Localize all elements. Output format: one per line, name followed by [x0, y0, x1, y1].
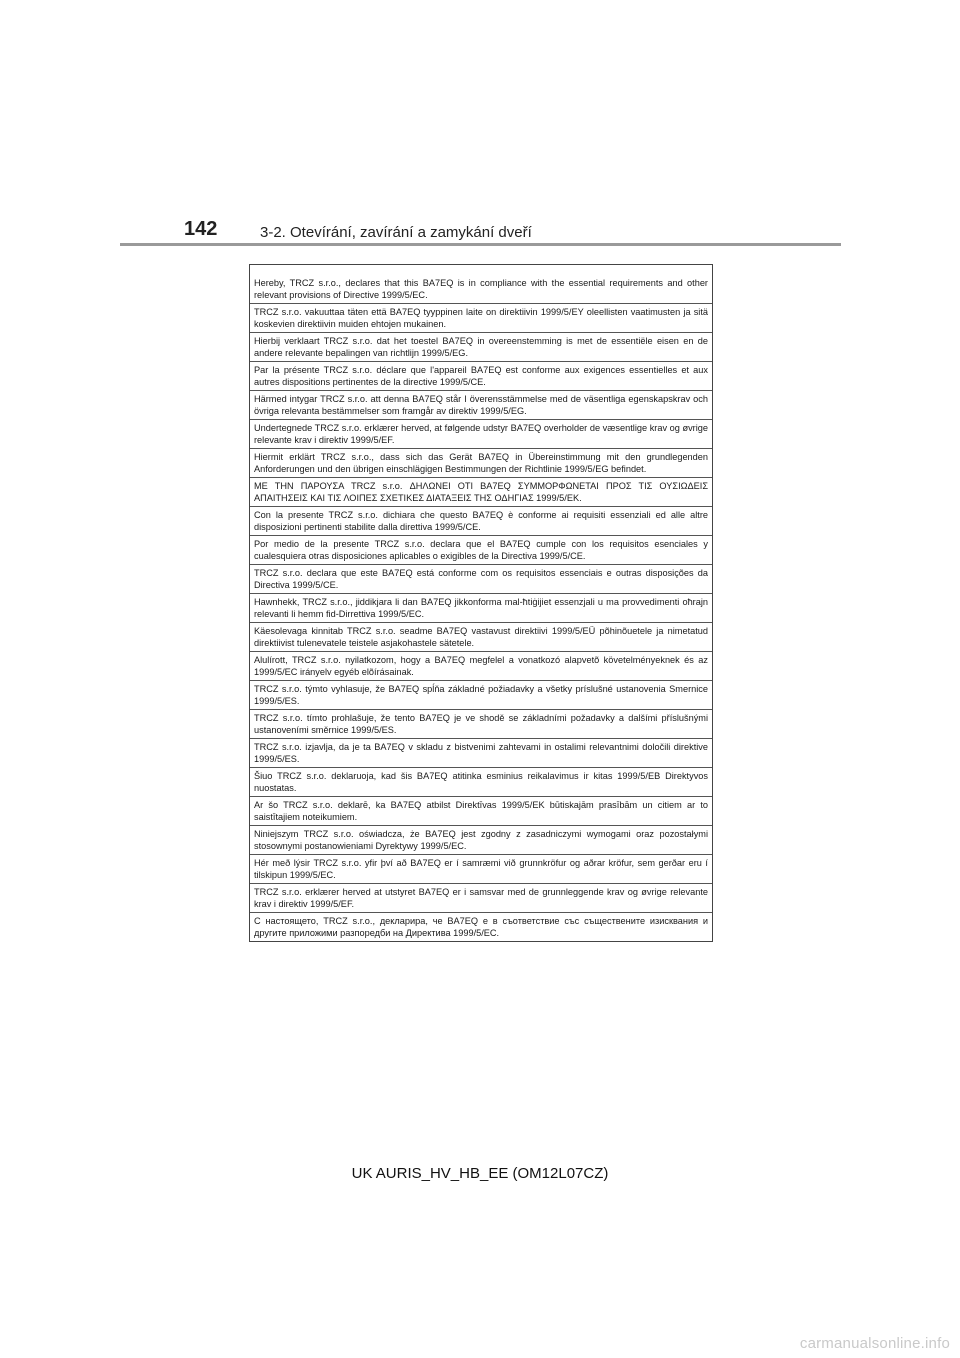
declaration-row: TRCZ s.r.o. tímto prohlašuje, že tento BA7EQ je ve shodě se základními požadavky a dalšími příslušnými ustanoveními směrnice 1999/5/ES. [250, 710, 712, 739]
declaration-row: Hawnhekk, TRCZ s.r.o., jiddikjara li dan BA7EQ jikkonforma mal-ħtiġijiet essenzjali u ma provvedimenti oħrajn relevanti li hemm fid-Dirrettiva 1999/5/EC. [250, 594, 712, 623]
declaration-row: Par la présente TRCZ s.r.o. déclare que l'appareil BA7EQ est conforme aux exigences essentielles et aux autres dispositions pertinentes de la directive 1999/5/CE. [250, 362, 712, 391]
declaration-row: Niniejszym TRCZ s.r.o. oświadcza, że BA7EQ jest zgodny z zasadniczymi wymogami oraz pozostałymi stosownymi postanowieniami Dyrektywy 1999/5/EC. [250, 826, 712, 855]
declaration-row: TRCZ s.r.o. erklærer herved at utstyret BA7EQ er i samsvar med de grunnleggende krav og øvrige relevante krav i direktiv 1999/5/EF. [250, 884, 712, 913]
declaration-row: ΜΕ ΤΗΝ ΠΑΡΟΥΣΑ TRCZ s.r.o. ΔΗΛΩΝΕΙ ΟΤΙ BA7EQ ΣΥΜΜΟΡΦΩΝΕΤΑΙ ΠΡΟΣ ΤΙΣ ΟΥΣΙΩΔΕΙΣ ΑΠΑΙΤΗΣΕΙΣ ΚΑΙ ΤΙΣ ΛΟΙΠΕΣ ΣΧΕΤΙΚΕΣ ΔΙΑΤΑΞΕΙΣ ΤΗΣ ΟΔΗΓΙΑΣ 1999/5/ΕΚ. [250, 478, 712, 507]
declaration-row: TRCZ s.r.o. izjavlja, da je ta BA7EQ v skladu z bistvenimi zahtevami in ostalimi relevantnimi določili direktive 1999/5/ES. [250, 739, 712, 768]
declaration-row: Alulírott, TRCZ s.r.o. nyilatkozom, hogy a BA7EQ megfelel a vonatkozó alapvetõ követelményeknek és az 1999/5/EC irányelv egyéb elõírásainak. [250, 652, 712, 681]
declaration-row: Con la presente TRCZ s.r.o. dichiara che questo BA7EQ è conforme ai requisiti essenziali ed alle altre disposizioni pertinenti stabilite dalla direttiva 1999/5/CE. [250, 507, 712, 536]
declaration-row: Hiermit erklärt TRCZ s.r.o., dass sich das Gerät BA7EQ in Übereinstimmung mit den grundlegenden Anforderungen und den übrigen einschlägigen Bestimmungen der Richtlinie 1999/5/EG befindet. [250, 449, 712, 478]
declaration-row: Hereby, TRCZ s.r.o., declares that this BA7EQ is in compliance with the essential requirements and other relevant provisions of Directive 1999/5/EC. [250, 265, 712, 304]
site-watermark: carmanualsonline.info [799, 1335, 950, 1352]
declaration-row: Hér með lýsir TRCZ s.r.o. yfir því að BA7EQ er í samræmi við grunnkröfur og aðrar kröfur, sem gerðar eru í tilskipun 1999/5/EC. [250, 855, 712, 884]
declaration-row: TRCZ s.r.o. vakuuttaa täten että BA7EQ tyyppinen laite on direktiivin 1999/5/EY oleellisten vaatimusten ja sitä koskevien direktiivin muiden ehtojen mukainen. [250, 304, 712, 333]
document-id-footer: UK AURIS_HV_HB_EE (OM12L07CZ) [351, 1165, 609, 1182]
section-title: 3-2. Otevírání, zavírání a zamykání dveří [260, 224, 532, 241]
declaration-row: Käesolevaga kinnitab TRCZ s.r.o. seadme BA7EQ vastavust direktiivi 1999/5/EÜ põhinõuetele ja nimetatud direktiivist tulenevatele teistele asjakohastele sätetele. [250, 623, 712, 652]
declaration-row: Härmed intygar TRCZ s.r.o. att denna BA7EQ står I överensstämmelse med de väsentliga egenskapskrav och övriga relevanta bestämmelser som framgår av direktiv 1999/5/EG. [250, 391, 712, 420]
declaration-row: Šiuo TRCZ s.r.o. deklaruoja, kad šis BA7EQ atitinka esminius reikalavimus ir kitas 1999/5/EB Direktyvos nuostatas. [250, 768, 712, 797]
declaration-row: С настоящето, TRCZ s.r.o., декларира, че BA7EQ е в съответствие със съществените изисквания и другите приложими разпоредби на Директива 1999/5/ЕС. [254, 916, 708, 938]
page-number: 142 [184, 218, 218, 240]
declaration-row: Hierbij verklaart TRCZ s.r.o. dat het toestel BA7EQ in overeenstemming is met de essentiële eisen en de andere relevante bepalingen van richtlijn 1999/5/EG. [250, 333, 712, 362]
declaration-row: TRCZ s.r.o. declara que este BA7EQ está conforme com os requisitos essenciais e outras disposições da Directiva 1999/5/CE. [250, 565, 712, 594]
declaration-row: Por medio de la presente TRCZ s.r.o. declara que el BA7EQ cumple con los requisitos esenciales y cualesquiera otras disposiciones aplicables o exigibles de la Directiva 1999/5/CE. [250, 536, 712, 565]
header-divider [120, 243, 841, 246]
declaration-row: TRCZ s.r.o. týmto vyhlasuje, že BA7EQ spĺňa základné požiadavky a všetky príslušné ustanovenia Smernice 1999/5/ES. [250, 681, 712, 710]
declaration-row: Ar šo TRCZ s.r.o. deklarē, ka BA7EQ atbilst Direktīvas 1999/5/EK būtiskajām prasībām un citiem ar to saistītajiem noteikumiem. [250, 797, 712, 826]
declarations-table [249, 264, 713, 942]
declaration-row: Undertegnede TRCZ s.r.o. erklærer herved, at følgende udstyr BA7EQ overholder de væsentlige krav og øvrige relevante krav i direktiv 1999/5/EF. [250, 420, 712, 449]
